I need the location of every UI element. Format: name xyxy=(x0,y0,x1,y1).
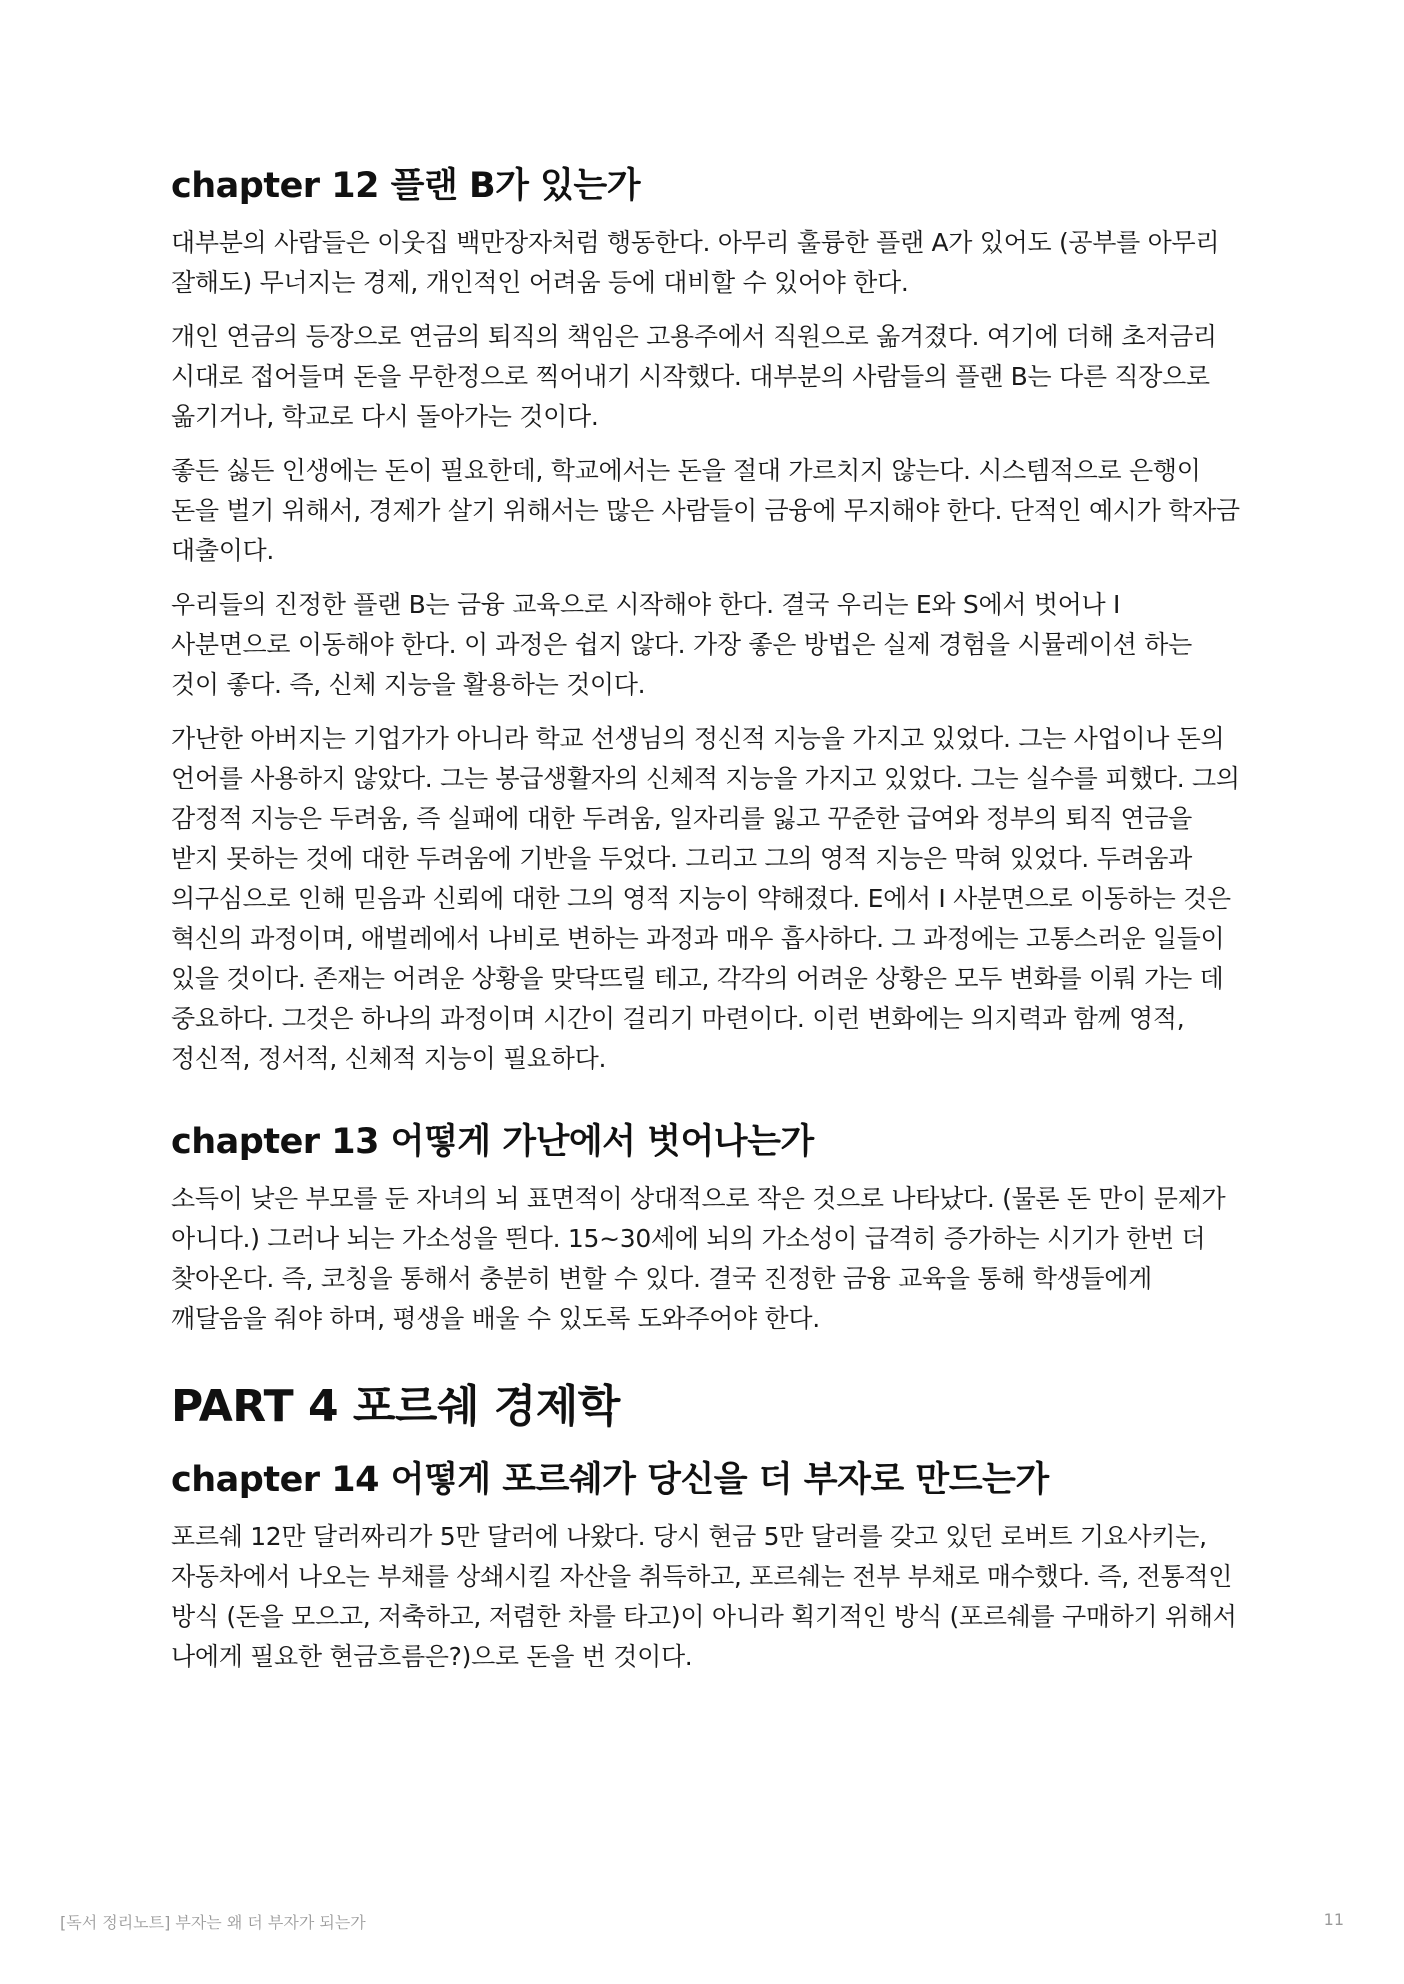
chapter-13-heading: chapter 13 어떻게 가난에서 벗어나는가 xyxy=(171,1122,814,1162)
paragraph: 소득이 낮은 부모를 둔 자녀의 뇌 표면적이 상대적으로 작은 것으로 나타났다. (물론 돈 만이 문제가 아니다.) 그러나 뇌는 가소성을 띈다. 15~30세에 뇌의 가소성이 급격히 증가하는 시기가 한번 더 찾아온다. 즉, 코칭을 통해서 충분히 변할 수 있다. 결국 진정한 금융 교육을 통해 학생들에게 깨달음을 줘야 하며, 평생을 배울 수 있도록 도와주어야 한다. xyxy=(171,1184,1226,1333)
page-number: 11 xyxy=(1323,1910,1344,1929)
chapter-14-section xyxy=(171,1457,1241,1677)
chapter-13-section xyxy=(171,1119,1241,1339)
document-body xyxy=(171,163,1241,1691)
chapter-14-heading: chapter 14 어떻게 포르쉐가 당신을 더 부자로 만드는가 xyxy=(171,1460,1049,1500)
part-4-heading: PART 4 포르쉐 경제학 xyxy=(171,1381,620,1432)
paragraph: 포르쉐 12만 달러짜리가 5만 달러에 나왔다. 당시 현금 5만 달러를 갖고 있던 로버트 기요사키는, 자동차에서 나오는 부채를 상쇄시킬 자산을 취득하고, 포르쉐는 전부 부채로 매수했다. 즉, 전통적인 방식 (돈을 모으고, 저축하고, 저렴한 차를 타고)이 아니라 획기적인 방식 (포르쉐를 구매하기 위해서 나에게 필요한 현금흐름은?)으로 돈을 번 것이다. xyxy=(171,1522,1237,1671)
paragraph: 가난한 아버지는 기업가가 아니라 학교 선생님의 정신적 지능을 가지고 있었다. 그는 사업이나 돈의 언어를 사용하지 않았다. 그는 봉급생활자의 신체적 지능을 가지고 있었다. 그는 실수를 피했다. 그의 감정적 지능은 두려움, 즉 실패에 대한 두려움, 일자리를 잃고 꾸준한 급여와 정부의 퇴직 연금을 받지 못하는 것에 대한 두려움에 기반을 두었다. 그리고 그의 영적 지능은 막혀 있었다. 두려움과 의구심으로 인해 믿음과 신뢰에 대한 그의 영적 지능이 약해졌다. E에서 I 사분면으로 이동하는 것은 혁신의 과정이며, 애벌레에서 나비로 변하는 과정과 매우 흡사하다. 그 과정에는 고통스러운 일들이 있을 것이다. 존재는 어려운 상황을 맞닥뜨릴 테고, 각각의 어려운 상황은 모두 변화를 이뤄 가는 데 중요하다. 그것은 하나의 과정이며 시간이 걸리기 마련이다. 이런 변화에는 의지력과 함께 영적, 정신적, 정서적, 신체적 지능이 필요하다. xyxy=(171,724,1240,1073)
paragraph: 좋든 싫든 인생에는 돈이 필요한데, 학교에서는 돈을 절대 가르치지 않는다. 시스템적으로 은행이 돈을 벌기 위해서, 경제가 살기 위해서는 많은 사람들이 금융에 무지해야 한다. 단적인 예시가 학자금 대출이다. xyxy=(171,456,1240,565)
paragraph: 개인 연금의 등장으로 연금의 퇴직의 책임은 고용주에서 직원으로 옮겨졌다. 여기에 더해 초저금리 시대로 접어들며 돈을 무한정으로 찍어내기 시작했다. 대부분의 사람들의 플랜 B는 다른 직장으로 옮기거나, 학교로 다시 돌아가는 것이다. xyxy=(171,322,1217,431)
paragraph: 대부분의 사람들은 이웃집 백만장자처럼 행동한다. 아무리 훌륭한 플랜 A가 있어도 (공부를 아무리 잘해도) 무너지는 경제, 개인적인 어려움 등에 대비할 수 있어야 한다. xyxy=(171,228,1220,297)
footer-document-title: [독서 정리노트] 부자는 왜 더 부자가 되는가 xyxy=(60,1913,366,1932)
chapter-12-section xyxy=(171,163,1241,1079)
page-footer xyxy=(60,1910,1344,1933)
chapter-12-heading: chapter 12 플랜 B가 있는가 xyxy=(171,166,641,206)
paragraph: 우리들의 진정한 플랜 B는 금융 교육으로 시작해야 한다. 결국 우리는 E와 S에서 벗어나 I 사분면으로 이동해야 한다. 이 과정은 쉽지 않다. 가장 좋은 방법은 실제 경험을 시뮬레이션 하는 것이 좋다. 즉, 신체 지능을 활용하는 것이다. xyxy=(171,590,1193,699)
